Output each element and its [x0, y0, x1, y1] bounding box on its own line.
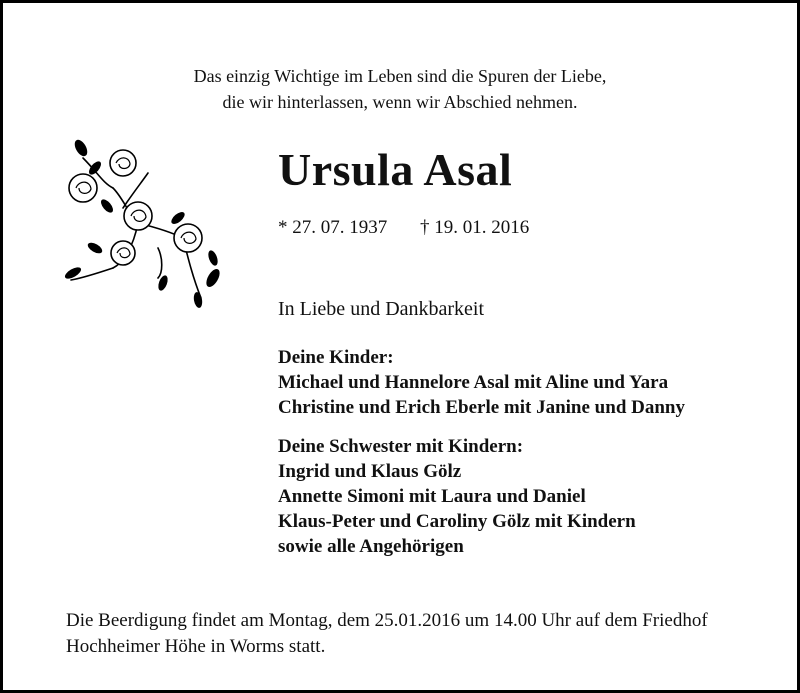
children-heading: Deine Kinder: [278, 347, 394, 368]
family-line: Michael und Hannelore Asal mit Aline und Yara [278, 372, 669, 393]
family-line: Klaus-Peter und Caroliny Gölz mit Kindern [278, 511, 636, 532]
quote-line-2: die wir hinterlassen, wenn wir Abschied nehmen. [222, 92, 578, 112]
funeral-line-2: Hochheimer Höhe in Worms statt. [66, 636, 326, 657]
quote [3, 63, 797, 115]
life-dates [278, 217, 529, 239]
thanks-line: In Liebe und Dankbarkeit [278, 298, 485, 320]
death-date: † 19. 01. 2016 [420, 217, 530, 238]
birth-date: * 27. 07. 1937 [278, 217, 388, 238]
family-line: Ingrid und Klaus Gölz [278, 461, 462, 482]
family-line: Annette Simoni mit Laura und Daniel [278, 486, 586, 507]
siblings-group [278, 434, 636, 559]
funeral-notice [66, 608, 708, 660]
quote-line-1: Das einzig Wichtige im Leben sind die Spuren der Liebe, [193, 66, 607, 86]
children-group [278, 345, 685, 420]
family-line: Christine und Erich Eberle mit Janine und Danny [278, 397, 685, 418]
family-line: sowie alle Angehörigen [278, 536, 464, 557]
deceased-name: Ursula Asal [278, 144, 513, 195]
siblings-heading: Deine Schwester mit Kindern: [278, 436, 524, 457]
roses-illustration-icon [63, 128, 223, 308]
funeral-line-1: Die Beerdigung findet am Montag, dem 25.01.2016 um 14.00 Uhr auf dem Friedhof [66, 610, 708, 631]
